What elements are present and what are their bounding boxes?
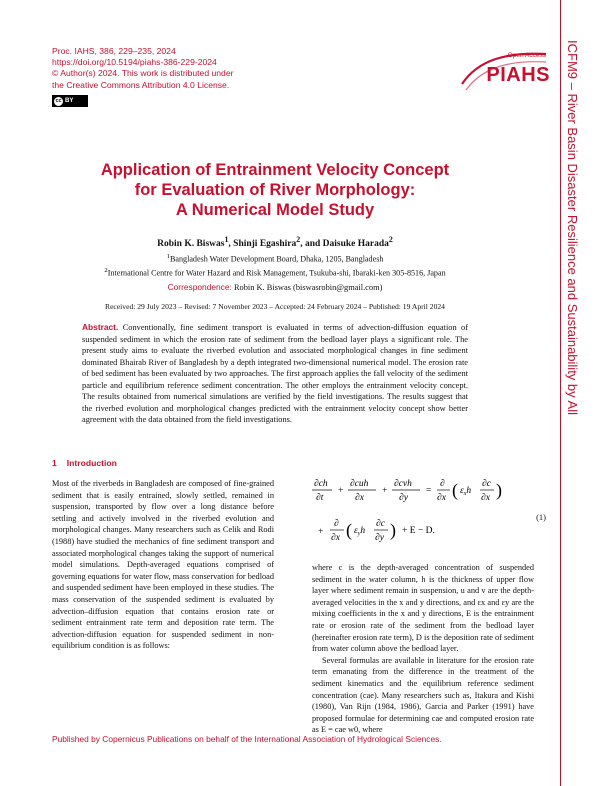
svg-text:εyh: $\varepsilon_yh$ xyxy=(354,526,366,537)
author-1: Robin K. Biswas xyxy=(157,239,225,250)
svg-text:∂c: ∂c xyxy=(482,479,491,489)
author-sep-1: , xyxy=(228,239,234,250)
side-divider xyxy=(560,0,561,786)
affiliation-1: $^1$Bangladesh Water Development Board, Dhaka, 1205, Bangladesh xyxy=(166,253,384,264)
author-list xyxy=(60,235,490,249)
author-3: Daisuke Harada xyxy=(322,239,389,250)
cc-icon: cc xyxy=(55,98,62,104)
piahs-logo xyxy=(456,50,552,94)
publication-dates: Received: 29 July 2023 – Revised: 7 November 2023 – Accepted: 24 February 2024 – Published: 19 April 2024 xyxy=(105,302,445,311)
by-label: BY xyxy=(65,98,74,104)
svg-text:(: ( xyxy=(452,480,458,500)
license-link[interactable]: the Creative Commons Attribution 4.0 License. xyxy=(52,79,230,90)
abstract-label: Abstract. xyxy=(82,322,119,332)
svg-text:∂cuh: ∂cuh xyxy=(350,479,369,489)
svg-text:+: + xyxy=(382,486,388,496)
section-number: 1 xyxy=(52,458,57,468)
svg-text:∂y: ∂y xyxy=(375,533,384,543)
author-2: Shinji Egashira xyxy=(233,239,297,250)
svg-text:∂y: ∂y xyxy=(399,493,408,503)
intro-right-column xyxy=(312,562,534,736)
svg-text:+: + xyxy=(338,486,344,496)
side-banner: ICFM9 – River Basin Disaster Resilience and Sustainability by All xyxy=(565,40,580,415)
svg-text:+: + xyxy=(318,527,324,537)
svg-text:∂x: ∂x xyxy=(481,493,490,503)
correspondence-text[interactable]: Robin K. Biswas (biswasrobin@gmail.com) xyxy=(233,283,383,292)
intro-paragraph-1: Most of the riverbeds in Bangladesh are composed of fine-grained sediment that is easily entrained, slowly settled, remained in suspension, transported by flow over a long distance before settling and actively involved in the riverbed evolution and morphological changes. Many researchers such as Celik and Rodi (1988) have studied the mechanics of fine sediment transport and associated morphological changes taking the support of numerical model simulations. Depth-averaged equations comprised of governing equations for water flow, mass conservation for bedload and suspended sediment have been employed in these studies. The mass conservation of the suspended sediment is evaluated by advection–diffusion equation that contains erosion rate or sediment entrainment rate term and deposition rate term. The advection-diffusion equation for suspended sediment in non-equilibrium condition is as follows: xyxy=(52,479,274,651)
author-3-affil: 2 xyxy=(388,235,393,244)
svg-text:∂x: ∂x xyxy=(355,493,364,503)
svg-text:=: = xyxy=(426,486,432,496)
abstract xyxy=(82,322,468,426)
open-access-label: Open Access xyxy=(507,52,546,59)
cc-by-license-badge[interactable] xyxy=(52,95,88,107)
svg-text:εxh: $\varepsilon_xh$ xyxy=(460,486,472,497)
author-2-affil: 2 xyxy=(296,235,301,244)
svg-text:): ) xyxy=(390,520,396,540)
author-sep-2: , and xyxy=(300,239,323,250)
svg-text:∂x: ∂x xyxy=(437,493,446,503)
article-header xyxy=(52,46,382,91)
equation-1 xyxy=(312,474,548,554)
svg-text:∂t: ∂t xyxy=(316,493,324,503)
doi-link[interactable]: https://doi.org/10.5194/piahs-386-229-2024 xyxy=(52,57,217,68)
abstract-text: Conventionally, fine sediment transport is evaluated in terms of advection-diffusion equation of suspended sediment in which the erosion rate of sediment from the bedload layer plays a significant role. The present study aims to evaluate the riverbed evolution and associated morphological changes in fine sediment dominated Bhairab River of Bangladesh by a depth integrated two-dimensional numerical model. The erosion rate of bed sediment has been evaluated by two approaches. The first approach applies the fall velocity of the sediment particle and equilibrium reference sediment concentration. The other employs the entrainment velocity concept. The results obtained from numerical simulations are verified by the field investigations. The results suggest that the riverbed evolution and morphological changes predicted with the entrainment velocity concept show better agreement with the data obtained from the field investigations. xyxy=(82,323,469,424)
journal-citation: Proc. IAHS, 386, 229–235, 2024 xyxy=(52,46,176,56)
intro-paragraph-3: Several formulas are available in literature for the erosion rate term emanating from the difference in the treatment of the sediment kinematics and the equilibrium reference sediment concentration (cae). Many researchers such as, Itakura and Kishi (1980), Van Rijn (1984, 1986), Garcia and Parker (1991) have proposed formulae for determining cae and computed erosion rate as E = cae w0, where xyxy=(312,655,534,735)
correspondence-label: Correspondence: xyxy=(167,282,232,292)
section-title: Introduction xyxy=(66,458,117,468)
paper-title xyxy=(60,160,490,220)
affiliations xyxy=(60,251,490,279)
author-1-affil: 1 xyxy=(224,235,229,244)
logo-name: PIAHS xyxy=(486,64,550,86)
equation-number: (1) xyxy=(536,512,546,522)
svg-text:∂x: ∂x xyxy=(331,533,340,543)
svg-text:∂ch: ∂ch xyxy=(314,479,328,489)
svg-text:∂: ∂ xyxy=(334,519,339,529)
copyright-notice: © Author(s) 2024. This work is distributed under xyxy=(52,68,234,79)
title-line-1: Application of Entrainment Velocity Concept xyxy=(100,161,450,179)
title-line-3: A Numerical Model Study xyxy=(175,201,375,219)
title-line-2: for Evaluation of River Morphology: xyxy=(134,181,416,199)
svg-text:): ) xyxy=(496,480,502,500)
intro-paragraph-2: where c is the depth-averaged concentration of suspended sediment in the water column, h is the thickness of upper flow layer where sediment remain in suspension, u and v are the depth-averaged velocities in the x and y directions, and εx and εy are the mixing coefficients in the x and y directions, E is the entrainment rate or erosion rate of the sediment from the bedload layer (hereinafter erosion rate term), D is the deposition rate of sediment from water column above the bedload layer. xyxy=(312,563,534,654)
svg-text:∂c: ∂c xyxy=(376,519,385,529)
section-heading xyxy=(52,458,127,468)
affiliation-2: $^2$International Centre for Water Hazard and Risk Management, Tsukuba-shi, Ibaraki-ken 305-8516, Japan xyxy=(104,267,446,278)
svg-text:∂: ∂ xyxy=(440,479,445,489)
correspondence xyxy=(60,282,490,292)
equation-1-tail: + E − D. xyxy=(402,526,435,536)
equation-1-formula xyxy=(312,474,548,554)
intro-left-column xyxy=(52,478,274,652)
publisher-footer: Published by Copernicus Publications on behalf of the International Association of Hydrological Sciences. xyxy=(52,734,442,744)
svg-text:(: ( xyxy=(346,520,352,540)
svg-text:∂cvh: ∂cvh xyxy=(394,479,412,489)
